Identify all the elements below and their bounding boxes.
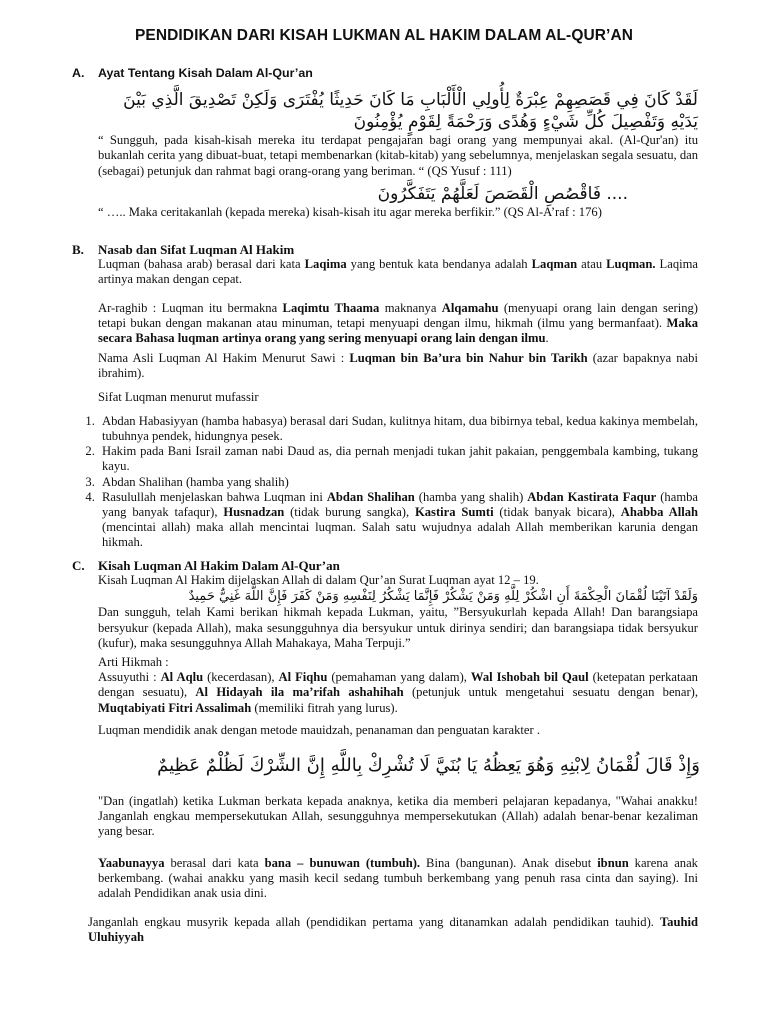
section-a [72, 66, 698, 220]
arabic-verse-luqman-13: وَإِذْ قَالَ لُقْمَانُ لِابْنِهِ وَهُوَ يَعِظُهُ يَا بُنَيَّ لَا تُشْرِكْ بِاللَّهِ إِنَّ الشِّرْكَ لَظُلْمٌ عَظِيمٌ [157, 755, 700, 776]
paragraph-arti-hikmah: Assuyuthi : Al Aqlu (kecerdasan), Al Fiqhu (pemahaman yang dalam), Wal Ishobah bil Qaul (ketepatan perkataan dengan sesuatu), Al Hidayah ila ma’rifah ashahihah (petunjuk untuk mengetahui sesuatu dengan benar), Muqtabiyati Fitri Assalimah (memiliki fitrah yang lurus). [98, 670, 698, 715]
section-b-title: Nasab dan Sifat Luqman Al Hakim [98, 242, 295, 257]
paragraph-ar-raghib: Ar-raghib : Luqman itu bermakna Laqimtu Thaama maknanya Alqamahu (menyuapi orang lain dengan sering) tetapi bukan dengan makanan atau minuman, tetapi menyuapi dengan ilmu, hikmah (ilmu yang bermanfaat). Maka secara Bahasa luqman artinya orang yang sering menyuapi orang lain dengan ilmu. [98, 300, 698, 346]
translation-luqman-13: "Dan (ingatlah) ketika Lukman berkata kepada anaknya, ketika dia memberi pelajaran kepadanya, "Wahai anakku! Janganlah engkau mempersekutukan Allah, sesungguhnya mempersekutukan (Allah) adalah benar-benar kezaliman yang besar. [98, 794, 698, 839]
list-item: 3. Abdan Shalihan (hamba yang shalih) [98, 475, 698, 490]
paragraph-sifat-label: Sifat Luqman menurut mufassir [98, 389, 259, 404]
section-c-continued [72, 794, 698, 946]
paragraph-metode: Luqman mendidik anak dengan metode mauidzah, penanaman dan penguatan karakter . [98, 722, 541, 737]
section-c [72, 558, 698, 738]
sifat-list [72, 414, 698, 551]
section-b-heading [72, 242, 698, 257]
section-a-heading [72, 66, 698, 81]
arabic-verse-luqman-12: وَلَقَدْ آتَيْنَا لُقْمَانَ الْحِكْمَةَ أَنِ اشْكُرْ لِلَّهِ وَمَنْ يَشْكُرْ فَإِنَّمَا يَشْكُرُ لِنَفْسِهِ وَمَنْ كَفَرَ فَإِنَّ اللَّهَ غَنِيٌّ حَمِيدٌ [188, 589, 698, 605]
paragraph-janganlah: Janganlah engkau musyrik kepada allah (pendidikan pertama yang ditanamkan adalah pendidikan tauhid). Tauhid Uluhiyyah [88, 915, 698, 945]
arabic-verse-yusuf: لَقَدْ كَانَ فِي قَصَصِهِمْ عِبْرَةٌ لِأُولِي الْأَلْبَابِ مَا كَانَ حَدِيثًا يُفْتَرَى وَلَكِنْ تَصْدِيقَ الَّذِي بَيْنَ يَدَيْهِ وَتَفْصِيلَ كُلِّ شَيْءٍ وَهُدًى وَرَحْمَةً لِقَوْمٍ يُؤْمِنُونَ [123, 90, 698, 133]
list-item: 4. Rasulullah menjelaskan bahwa Luqman ini Abdan Shalihan (hamba yang shalih) Abdan Kastirata Faqur (hamba yang banyak tafaqur), Husnadzan (tidak burung sangka), Kastira Sumti (tidak banyak bicara), Ahabba Allah (mencintai allah) maka allah mencintai luqman. Salah satu wujudnya adalah Allah memberikan karunia dengan hikmah. [98, 490, 698, 551]
section-b-letter: B. [72, 242, 84, 257]
section-c-title: Kisah Luqman Al Hakim Dalam Al-Qur’an [98, 558, 340, 573]
list-item: 2. Hakim pada Bani Israil zaman nabi Daud as, dia pernah menjadi tukan jahit pakaian, penggembala kambing, tukang kayu. [98, 444, 698, 474]
section-b [72, 242, 698, 551]
section-a-letter: A. [72, 66, 85, 80]
translation-yusuf: “ Sungguh, pada kisah-kisah mereka itu terdapat pengajaran bagi orang yang mempunyai akal. (Al-Qur'an) itu bukanlah cerita yang dibuat-buat, tetapi membenarkan (kitab-kitab) yang sebelumnya, menjelaskan segala sesuatu, dan (sebagai) petunjuk dan rahmat bagi orang-orang yang beriman. “ (QS Yusuf : 111) [98, 133, 698, 178]
paragraph-yaabunayya: Yaabunayya berasal dari kata bana – bunuwan (tumbuh). Bina (bangunan). Anak disebut ibnun karena anak berkembang. (wahai anakku yang masih kecil sedang tumbuh berkembang yang penuh rasa cinta dan saying). Ini adalah Pendidikan anak usia dini. [98, 855, 698, 901]
translation-luqman-12: Dan sungguh, telah Kami berikan hikmah kepada Lukman, yaitu, ”Bersyukurlah kepada Allah! Dan barangsiapa bersyukur (kepada Allah), maka sesungguhnya dia bersyukur untuk dirinya sendiri; dan barangsiapa tidak bersyukur (kufur), maka sesungguhnya Allah Mahakaya, Maha Terpuji.” [98, 605, 698, 650]
paragraph-intro-luqman: Kisah Luqman Al Hakim dijelaskan Allah di dalam Qur’an Surat Luqman ayat 12 – 19. [98, 573, 539, 588]
translation-araf: “ ….. Maka ceritakanlah (kepada mereka) kisah-kisah itu agar mereka berfikir.” (QS Al-A’raf : 176) [98, 204, 602, 219]
section-c-letter: C. [72, 558, 85, 573]
arti-hikmah-label: Arti Hikmah : [98, 655, 169, 670]
document-title: PENDIDIKAN DARI KISAH LUKMAN AL HAKIM DALAM AL-QUR’AN [134, 27, 634, 44]
paragraph-luqman-origin: Luqman (bahasa arab) berasal dari kata Laqima yang bentuk kata bendanya adalah Laqman atau Luqman. Laqima artinya makan dengan cepat. [98, 257, 698, 287]
section-a-title: Ayat Tentang Kisah Dalam Al-Qur’an [98, 66, 313, 80]
paragraph-nama-asli: Nama Asli Luqman Al Hakim Menurut Sawi : Luqman bin Ba’ura bin Nahur bin Tarikh (azar bapaknya nabi ibrahim). [98, 351, 698, 381]
section-c-heading [72, 558, 698, 573]
arabic-verse-araf: .... فَاقْصُصِ الْقَصَصَ لَعَلَّهُمْ يَتَفَكَّرُونَ [377, 183, 628, 204]
list-item: 1. Abdan Habasiyyan (hamba habasya) berasal dari Sudan, kulitnya hitam, dua bibirnya tebal, kedua kakinya membelah, tubuhnya pendek, hidungnya pesek. [98, 414, 698, 444]
